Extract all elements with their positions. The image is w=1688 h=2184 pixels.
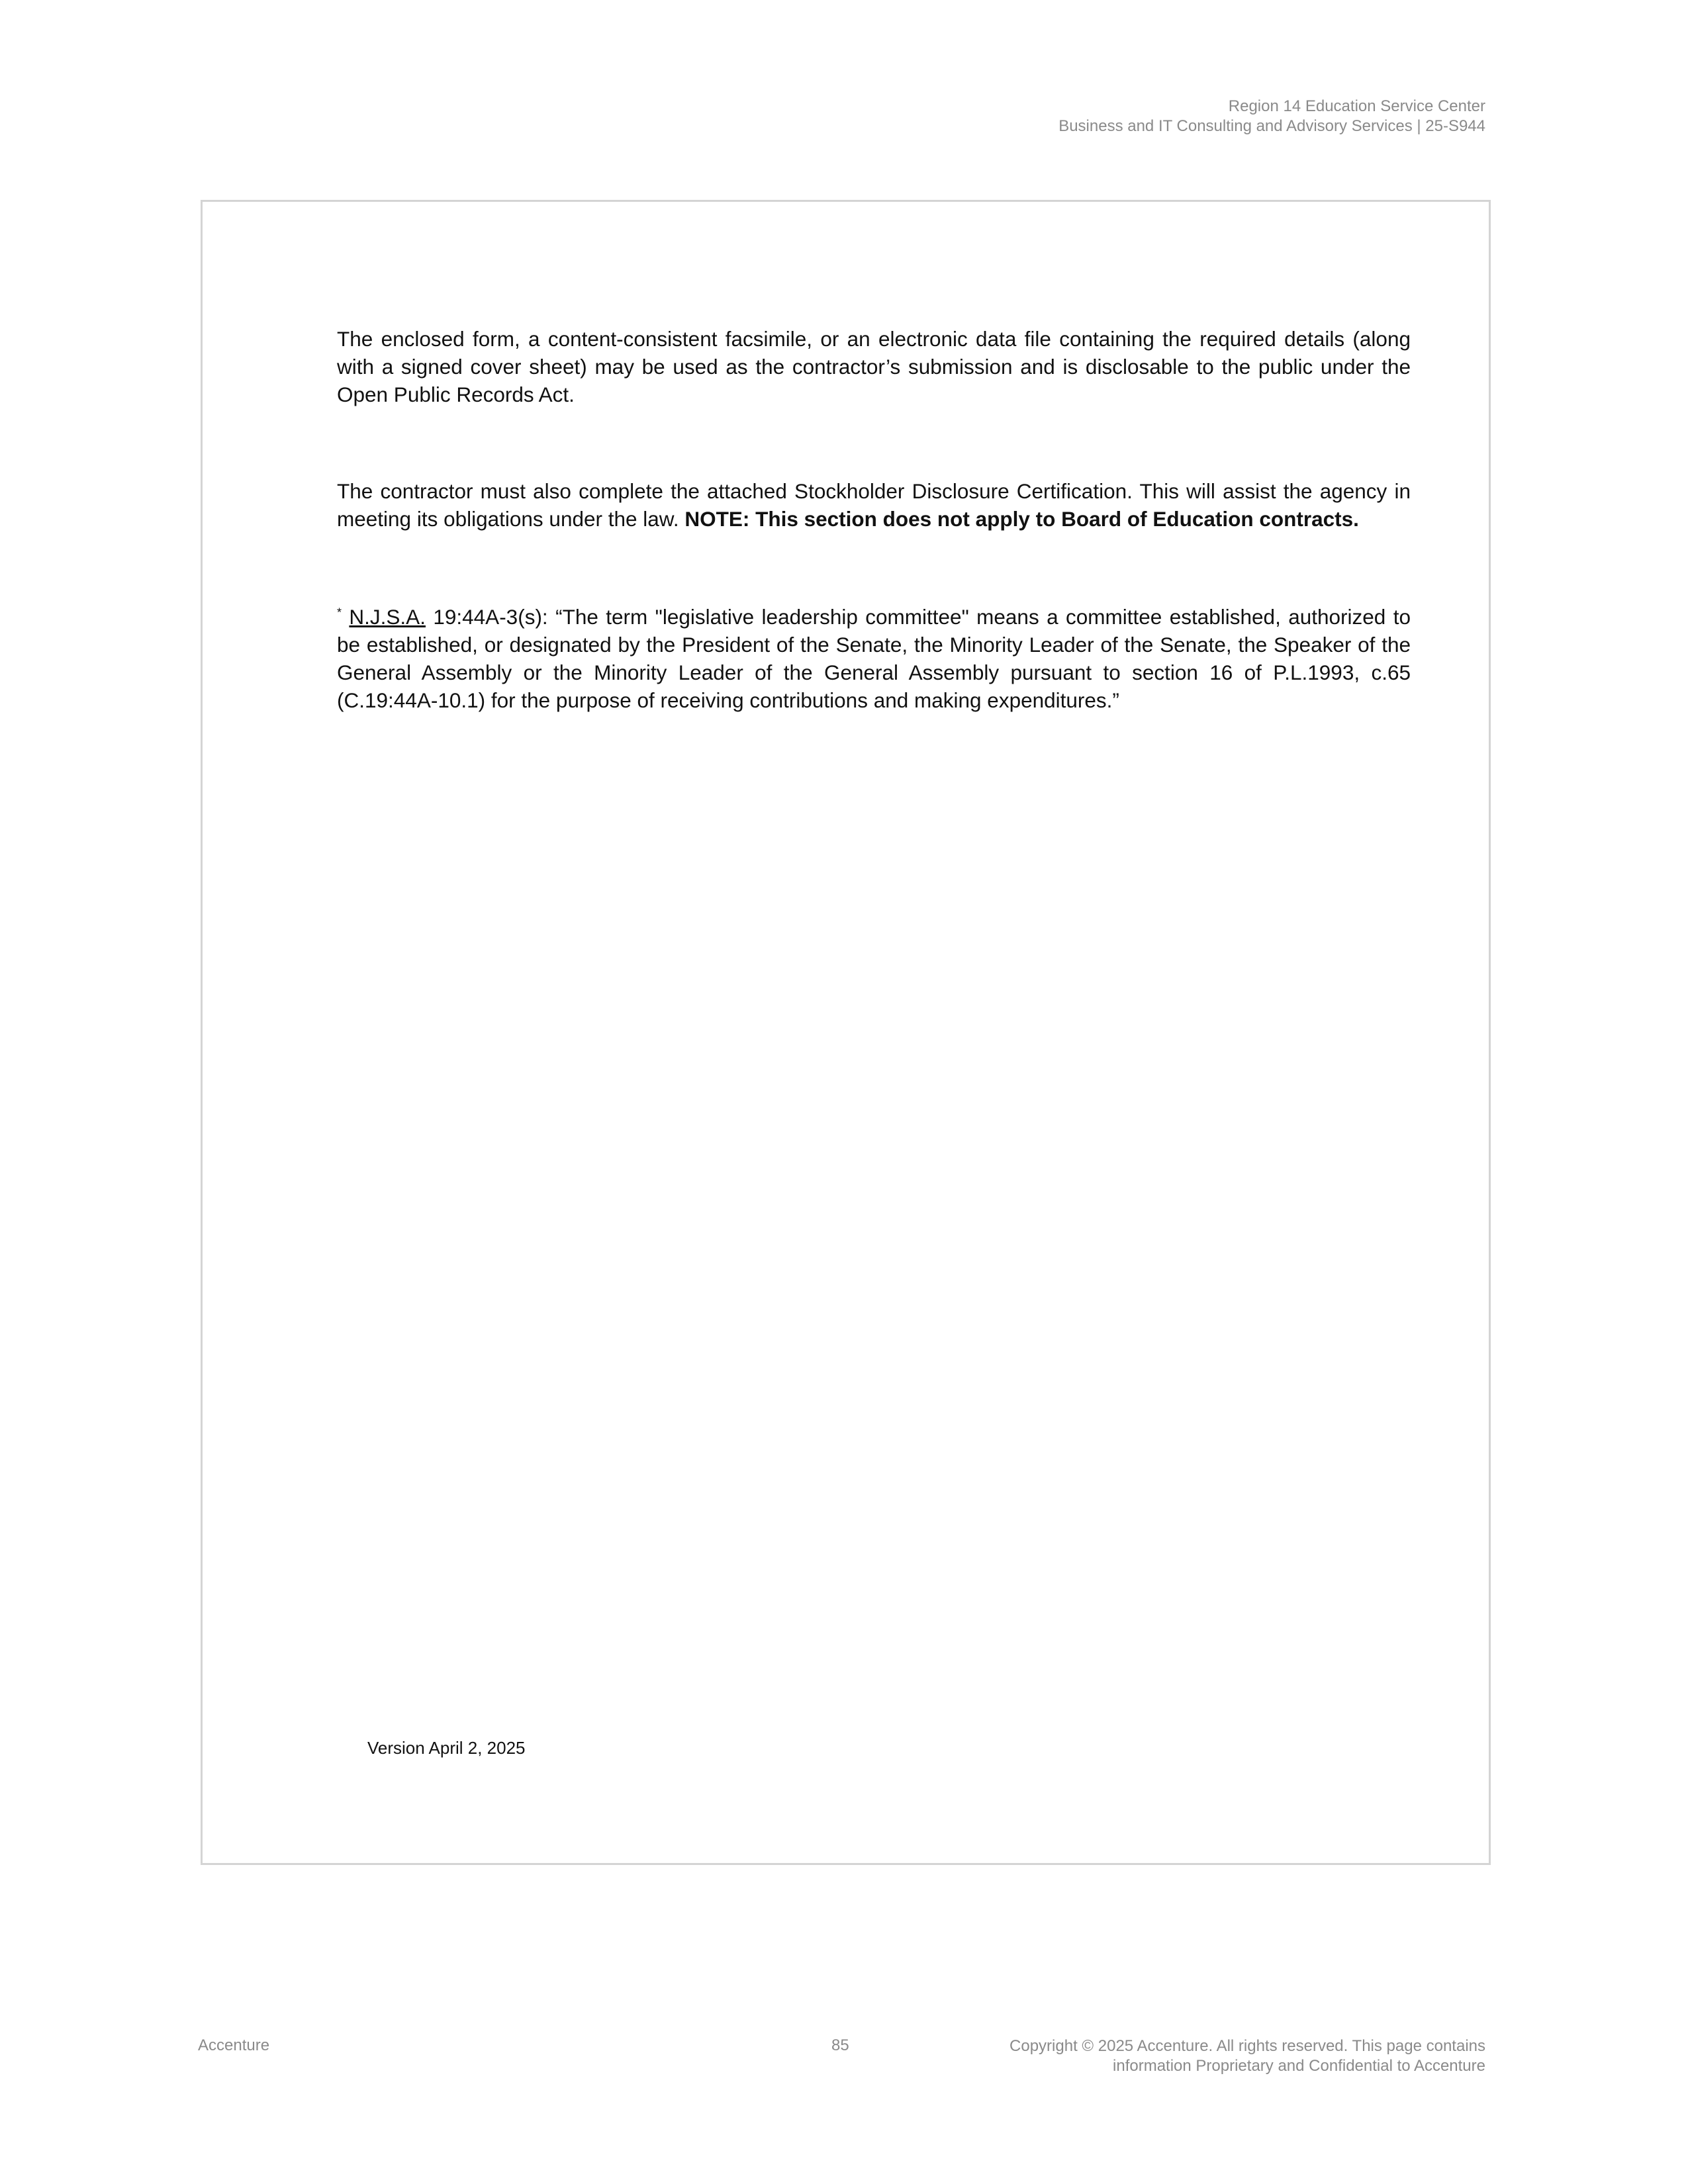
stockholder-paragraph [337, 477, 1411, 533]
footer-company: Accenture [198, 2036, 270, 2054]
submission-text: The enclosed form, a content-consistent facsimile, or an electronic data file containing the required details (along with a signed cover sheet) may be used as the contractor’s submission and is disclosable to the public under the Open Public Records Act. [337, 327, 1411, 406]
footnote-marker: * [337, 606, 342, 619]
submission-paragraph [337, 325, 1411, 408]
page-header [1058, 97, 1485, 136]
statute-citation: N.J.S.A. [349, 605, 426, 629]
board-of-education-note: NOTE: This section does not apply to Board of Education contracts. [684, 507, 1359, 531]
footnote-paragraph [337, 603, 1411, 714]
copyright-line-1: Copyright © 2025 Accenture. All rights reserved. This page contains [1009, 2037, 1485, 2055]
page-number: 85 [831, 2036, 849, 2054]
version-label: Version April 2, 2025 [367, 1738, 526, 1758]
scanned-page-frame [201, 200, 1491, 1865]
footnote-text: 19:44A-3(s): “The term "legislative leadership committee" means a committee established, authorized to be established, or designated by the President of the Senate, the Minority Leader of the Senate, the Speaker of the General Assembly or the Minority Leader of the General Assembly pursuant to section 16 of P.L.1993, c.65 (C.19:44A-10.1) for the purpose of receiving contributions and making expenditures.” [337, 605, 1411, 712]
header-organization: Region 14 Education Service Center [1228, 97, 1485, 115]
footer-copyright [1009, 2036, 1485, 2076]
header-project: Business and IT Consulting and Advisory Services | 25-S944 [1058, 117, 1485, 135]
copyright-line-2: information Proprietary and Confidential to Accenture [1113, 2057, 1485, 2075]
stockholder-text: The contractor must also complete the attached Stockholder Disclosure Certification. This will assist the agency in meeting its obligations under the law. [337, 479, 1411, 531]
